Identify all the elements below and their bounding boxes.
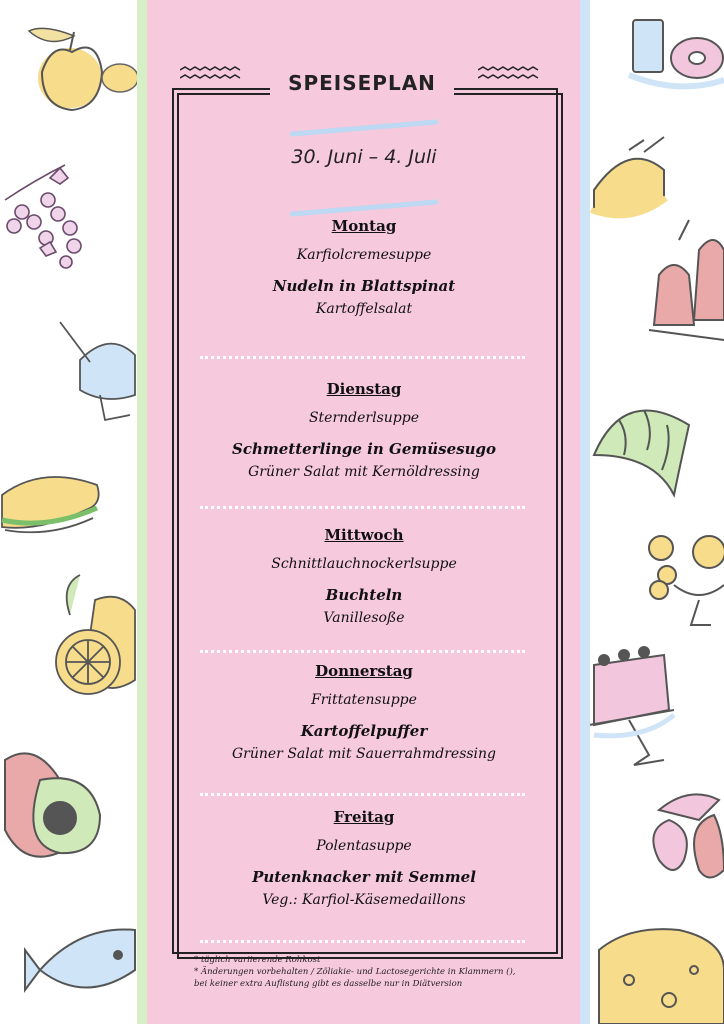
side-dish: Veg.: Karfiol-Käsemedaillons bbox=[262, 892, 466, 908]
bottom-blue-brushstroke bbox=[290, 198, 440, 218]
title-box bbox=[270, 66, 454, 100]
day-section-mittwoch bbox=[172, 526, 556, 626]
left-decoration-panel bbox=[0, 0, 137, 1024]
soup: Frittatensuppe bbox=[311, 692, 417, 708]
green-stripe bbox=[137, 0, 147, 1024]
footnote-changes: * Änderungen vorbehalten / Zöliakie- und Lactosegerichte in Klammern (), bbox=[194, 967, 516, 977]
cheese-icon bbox=[599, 929, 724, 1024]
day-section-dienstag bbox=[172, 380, 556, 480]
divider bbox=[200, 940, 525, 943]
date-range: 30. Juni – 4. Juli bbox=[291, 146, 437, 168]
lemon-icon bbox=[56, 575, 135, 694]
roast-chicken-icon bbox=[591, 137, 666, 216]
footnote-diet: bei keiner extra Auflistung gibt es dasselbe nur in Diätversion bbox=[194, 979, 463, 989]
ice-cream-icon bbox=[60, 322, 135, 420]
salt-pepper-icon bbox=[649, 220, 724, 340]
day-name: Mittwoch bbox=[324, 526, 404, 544]
day-name: Dienstag bbox=[326, 380, 402, 398]
soup: Sternderlsuppe bbox=[308, 410, 420, 426]
side-dish: Kartoffelsalat bbox=[315, 301, 413, 317]
side-dish: Grüner Salat mit Kernöldressing bbox=[248, 464, 480, 480]
pears-icon bbox=[653, 794, 724, 877]
soup: Karfiolcremesuppe bbox=[296, 247, 432, 263]
divider bbox=[200, 356, 525, 359]
croissant-icon bbox=[594, 410, 689, 495]
footnote-rohkost: * täglich variierende Rohkost bbox=[194, 955, 321, 965]
day-name: Freitag bbox=[333, 808, 395, 826]
right-decoration-panel bbox=[589, 0, 724, 1024]
right-zigzag-decoration bbox=[478, 66, 548, 82]
soup: Polentasuppe bbox=[316, 838, 412, 854]
apple-icon bbox=[29, 28, 137, 110]
side-dish: Vanillesoße bbox=[323, 610, 405, 626]
fruit-bowl-icon bbox=[649, 536, 724, 625]
divider bbox=[200, 506, 525, 509]
side-dish: Grüner Salat mit Sauerrahmdressing bbox=[231, 746, 497, 762]
day-section-freitag bbox=[172, 808, 556, 908]
left-doodles bbox=[0, 0, 137, 1024]
sandwich-icon bbox=[2, 477, 99, 532]
cake-icon bbox=[589, 647, 674, 765]
day-section-donnerstag bbox=[172, 662, 556, 762]
main-dish: Kartoffelpuffer bbox=[300, 722, 428, 740]
day-name: Donnerstag bbox=[315, 662, 413, 680]
footnotes bbox=[194, 954, 564, 990]
divider bbox=[200, 650, 525, 653]
soup: Schnittlauchnockerlsuppe bbox=[271, 556, 457, 572]
main-dish: Nudeln in Blattspinat bbox=[272, 277, 456, 295]
grapes-icon bbox=[5, 165, 81, 268]
main-dish: Buchteln bbox=[325, 586, 403, 604]
main-dish: Putenknacker mit Semmel bbox=[252, 868, 476, 886]
day-name: Montag bbox=[331, 217, 397, 235]
top-blue-brushstroke bbox=[290, 118, 440, 138]
page-title: SPEISEPLAN bbox=[288, 71, 436, 95]
avocado-icon bbox=[5, 753, 100, 856]
fish-icon bbox=[25, 930, 135, 991]
blue-stripe bbox=[580, 0, 590, 1024]
left-zigzag-decoration bbox=[180, 66, 250, 82]
right-doodles bbox=[589, 0, 724, 1024]
divider bbox=[200, 793, 525, 796]
coffee-donut-icon bbox=[629, 20, 724, 86]
day-section-montag bbox=[172, 217, 556, 317]
main-dish: Schmetterlinge in Gemüsesugo bbox=[232, 440, 496, 458]
